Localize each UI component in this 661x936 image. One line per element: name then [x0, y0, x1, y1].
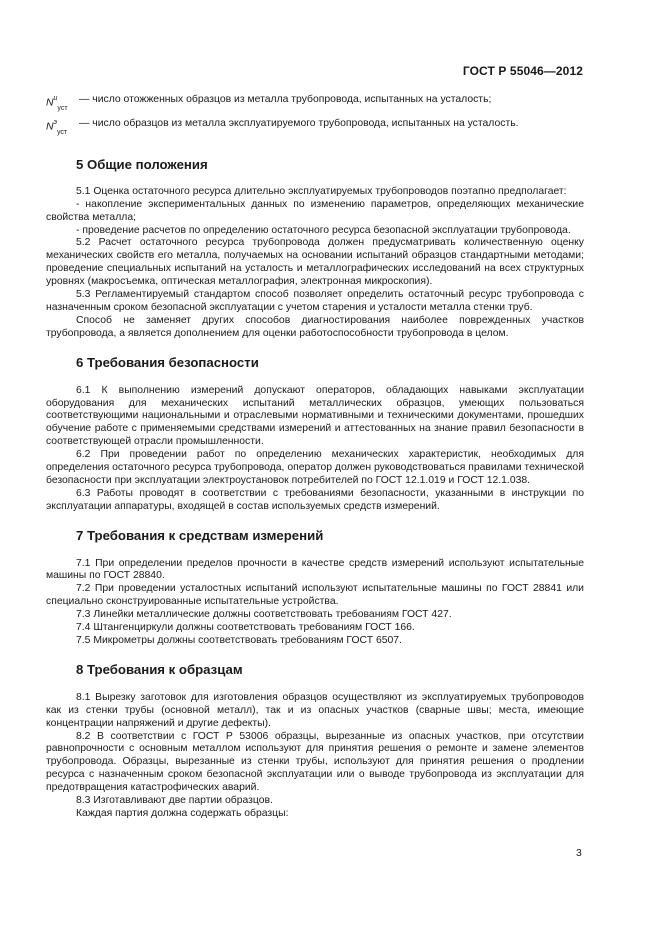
section-7-heading: 7 Требования к средствам измерений — [76, 527, 324, 543]
list-item: - проведение расчетов по определению остаточного ресурса безопасной эксплуатации трубопровода. — [76, 224, 571, 236]
list-item: - накопление экспериментальных данных по изменению параметров, определяющих механические свойства металла; — [46, 198, 584, 223]
definition-text: — число образцов из металла эксплуатируемого трубопровода, испытанных на усталость. — [79, 118, 519, 130]
paragraph-6-1: 6.1 К выполнению измерений допускают операторов, обладающих навыками эксплуатации оборудования для механических испытаний металлических образцов, умеющих пользоваться соответствующими национальными и отраслевыми нормативными и техническими документами, прошедших обучение работе с применяемыми средствами измерений и аттестованных на знание правил безопасности в соответствующей отрасли промышленности. — [46, 384, 584, 448]
paragraph-7-4: 7.4 Штангенциркули должны соответствовать требованиям ГОСТ 166. — [76, 622, 415, 634]
paragraph-8-batch: Каждая партия должна содержать образцы: — [76, 807, 289, 819]
paragraph-7-1: 7.1 При определении пределов прочности в качестве средств измерений используют испытательные машины по ГОСТ 28840. — [46, 557, 584, 582]
paragraph-8-2: 8.2 В соответствии с ГОСТ Р 53006 образцы, вырезанные из опасных участков, при отсутствии равнопрочности с основным металлом используют для принятия решения о ремонте и замене элементов трубопровода. Образцы, вырезанные из стенки трубы, используют для принятия решения о продлении ресурса с назначенным сроком безопасной эксплуатации или о выводе трубопровода из эксплуатации для предотвращения катастрофических аварий. — [46, 730, 584, 794]
section-8-heading: 8 Требования к образцам — [76, 661, 243, 677]
paragraph-7-2: 7.2 При проведении усталостных испытаний используют испытательные машины по ГОСТ 28841 или специально сконструированные испытательные устройства. — [46, 583, 584, 608]
symbol-superscript: и — [53, 95, 58, 102]
definition-text: — число отожженных образцов из металла трубопровода, испытанных на усталость; — [79, 94, 492, 105]
symbol-base: N — [46, 97, 54, 109]
paragraph-6-3: 6.3 Работы проводят в соответствии с требованиями безопасности, указанными в инструкции по эксплуатации аппаратуры, входящей в состав используемых средств измерений. — [46, 487, 584, 512]
symbol-subscript: уст — [56, 129, 68, 136]
page-number: 3 — [576, 847, 582, 859]
document-header: ГОСТ Р 55046—2012 — [462, 64, 583, 78]
definition-n-operated — [46, 118, 584, 138]
paragraph-7-3: 7.3 Линейки металлические должны соответствовать требованиям ГОСТ 427. — [76, 609, 452, 621]
definition-n-annealed — [46, 94, 584, 114]
paragraph-6-2: 6.2 При проведении работ по определению механических характеристик, необходимых для определения остаточного ресурса трубопровода, оператор должен руководствоваться правилами технической безопасности при эксплуатации электроустановок потребителей по ГОСТ 12.1.019 и ГОСТ 12.1.038. — [46, 449, 584, 486]
paragraph-8-3: 8.3 Изготавливают две партии образцов. — [76, 795, 273, 807]
paragraph-8-1: 8.1 Вырезку заготовок для изготовления образцов осуществляют из эксплуатируемых трубопроводов как из стенки трубы (основной металл), так и из опасных участков (сварные швы; места, имеющие концентрации напряжений и другие дефекты). — [46, 691, 584, 729]
paragraph-5-3: 5.3 Регламентируемый стандартом способ позволяет определить остаточный ресурс трубопровода с назначенным сроком безопасной эксплуатации с учетом старения и усталости металла стенки труб. — [46, 289, 584, 313]
section-5-heading: 5 Общие положения — [76, 156, 208, 172]
paragraph-5-note: Способ не заменяет других способов диагностирования наиболее поврежденных участков трубопровода, а является дополнением для оценки работоспособности трубопровода в целом. — [46, 314, 584, 339]
symbol-superscript: э — [53, 119, 57, 127]
symbol-n-operated — [46, 118, 79, 138]
page-body — [46, 90, 584, 821]
symbol-subscript: уст — [57, 104, 68, 112]
symbol-base: N — [46, 121, 54, 133]
symbol-n-annealed — [46, 94, 79, 114]
paragraph-5-2: 5.2 Расчет остаточного ресурса трубопровода должен предусматривать количественную оценку механических свойств его металла, получаемых на основании испытаний образцов стандартными методами; проведение специальных испытаний на усталость и металлографических исследований на всех структурных уровнях (макросъемка, оптическая металлография, электронная микроскопия). — [46, 237, 584, 288]
paragraph-5-1: 5.1 Оценка остаточного ресурса длительно эксплуатируемых трубопроводов поэтапно предполагает: — [76, 185, 567, 197]
section-6-heading: 6 Требования безопасности — [76, 354, 259, 370]
paragraph-7-5: 7.5 Микрометры должны соответствовать требованиям ГОСТ 6507. — [76, 635, 402, 646]
